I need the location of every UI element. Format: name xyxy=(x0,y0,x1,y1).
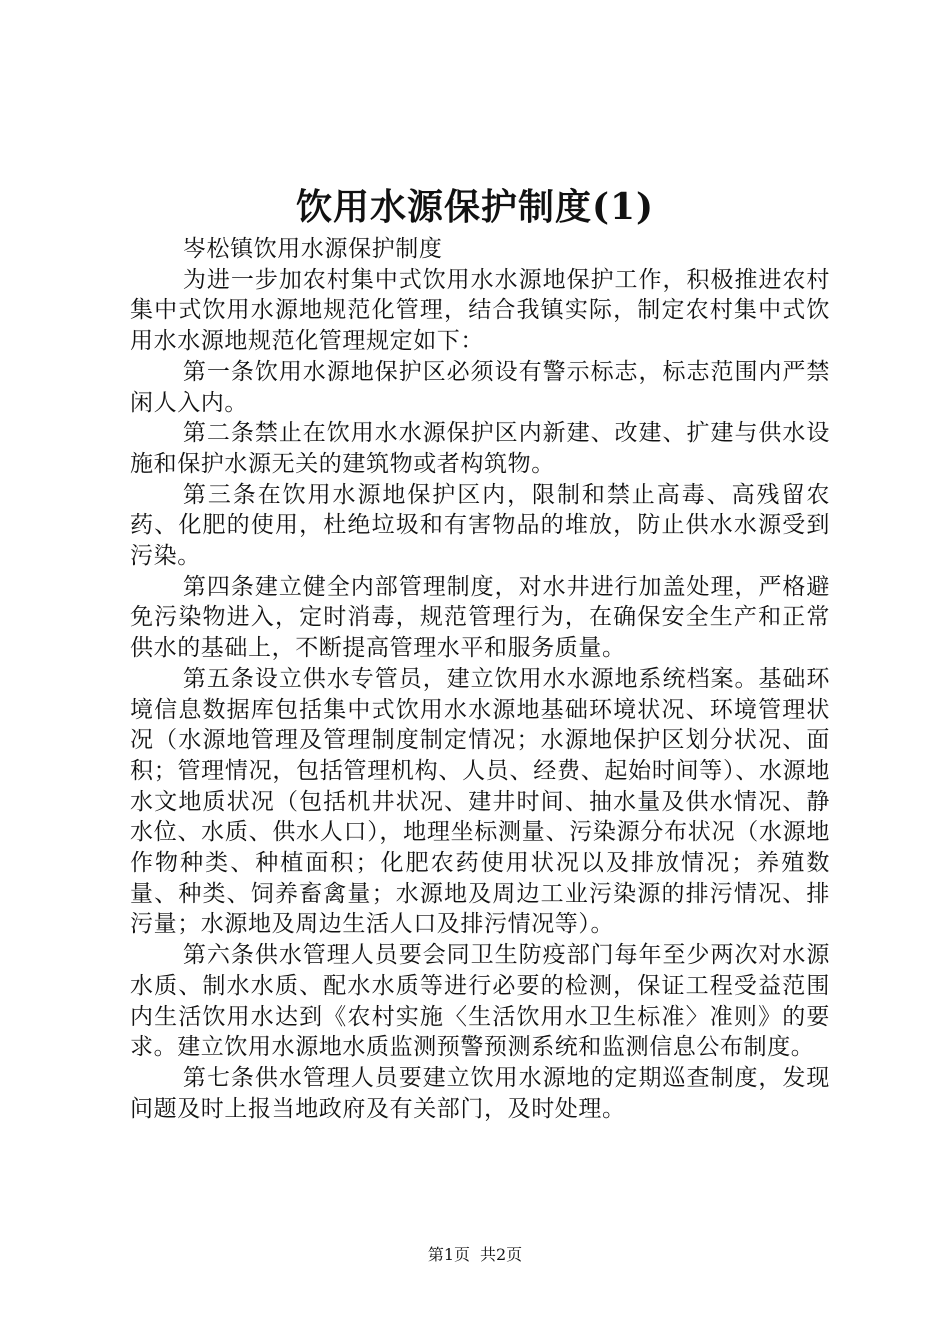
paragraph-article-5: 第五条设立供水专管员，建立饮用水水源地系统档案。基础环境信息数据库包括集中式饮用水水源地基础环境状况、环境管理状况（水源地管理及管理制度制定情况；水源地保护区划分状况、面积；管理情况，包括管理机构、人员、经费、起始时间等）、水源地水文地质状况（包括机井状况、建井时间、抽水量及供水情况、静水位、水质、供水人口），地理坐标测量、污染源分布状况（水源地作物种类、种植面积；化肥农药使用状况以及排放情况；养殖数量、种类、饲养畜禽量；水源地及周边工业污染源的排污情况、排污量；水源地及周边生活人口及排污情况等）。 xyxy=(130,665,830,938)
paragraph-intro: 为进一步加农村集中式饮用水水源地保护工作，积极推进农村集中式饮用水源地规范化管理，结合我镇实际，制定农村集中式饮用水水源地规范化管理规定如下： xyxy=(130,266,830,355)
page-total: 共2页 xyxy=(480,1245,523,1264)
paragraph-article-1: 第一条饮用水源地保护区必须设有警示标志，标志范围内严禁闲人入内。 xyxy=(130,358,830,416)
page-number: 第1页 xyxy=(427,1245,470,1264)
paragraph-subtitle: 岑松镇饮用水源保护制度 xyxy=(182,236,443,262)
paragraph-article-2: 第二条禁止在饮用水水源保护区内新建、改建、扩建与供水设施和保护水源无关的建筑物或者构筑物。 xyxy=(130,420,830,477)
paragraph-article-3: 第三条在饮用水源地保护区内，限制和禁止高毒、高残留农药、化肥的使用，杜绝垃圾和有害物品的堆放，防止供水水源受到污染。 xyxy=(130,481,830,570)
paragraph-article-6: 第六条供水管理人员要会同卫生防疫部门每年至少两次对水源水质、制水水质、配水水质等进行必要的检测，保证工程受益范围内生活饮用水达到《农村实施〈生活饮用水卫生标准〉准则》的要求。建立饮用水源地水质监测预警预测系统和监测信息公布制度。 xyxy=(130,942,830,1061)
document-title: 饮用水源保护制度(1) xyxy=(295,186,655,228)
page-footer xyxy=(0,1244,950,1266)
paragraph-article-4: 第四条建立健全内部管理制度，对水井进行加盖处理，严格避免污染物进入，定时消毒，规范管理行为，在确保安全生产和正常供水的基础上，不断提高管理水平和服务质量。 xyxy=(130,573,830,662)
document-body xyxy=(130,234,830,1124)
paragraph-article-7: 第七条供水管理人员要建立饮用水源地的定期巡查制度，发现问题及时上报当地政府及有关部门，及时处理。 xyxy=(130,1064,830,1122)
